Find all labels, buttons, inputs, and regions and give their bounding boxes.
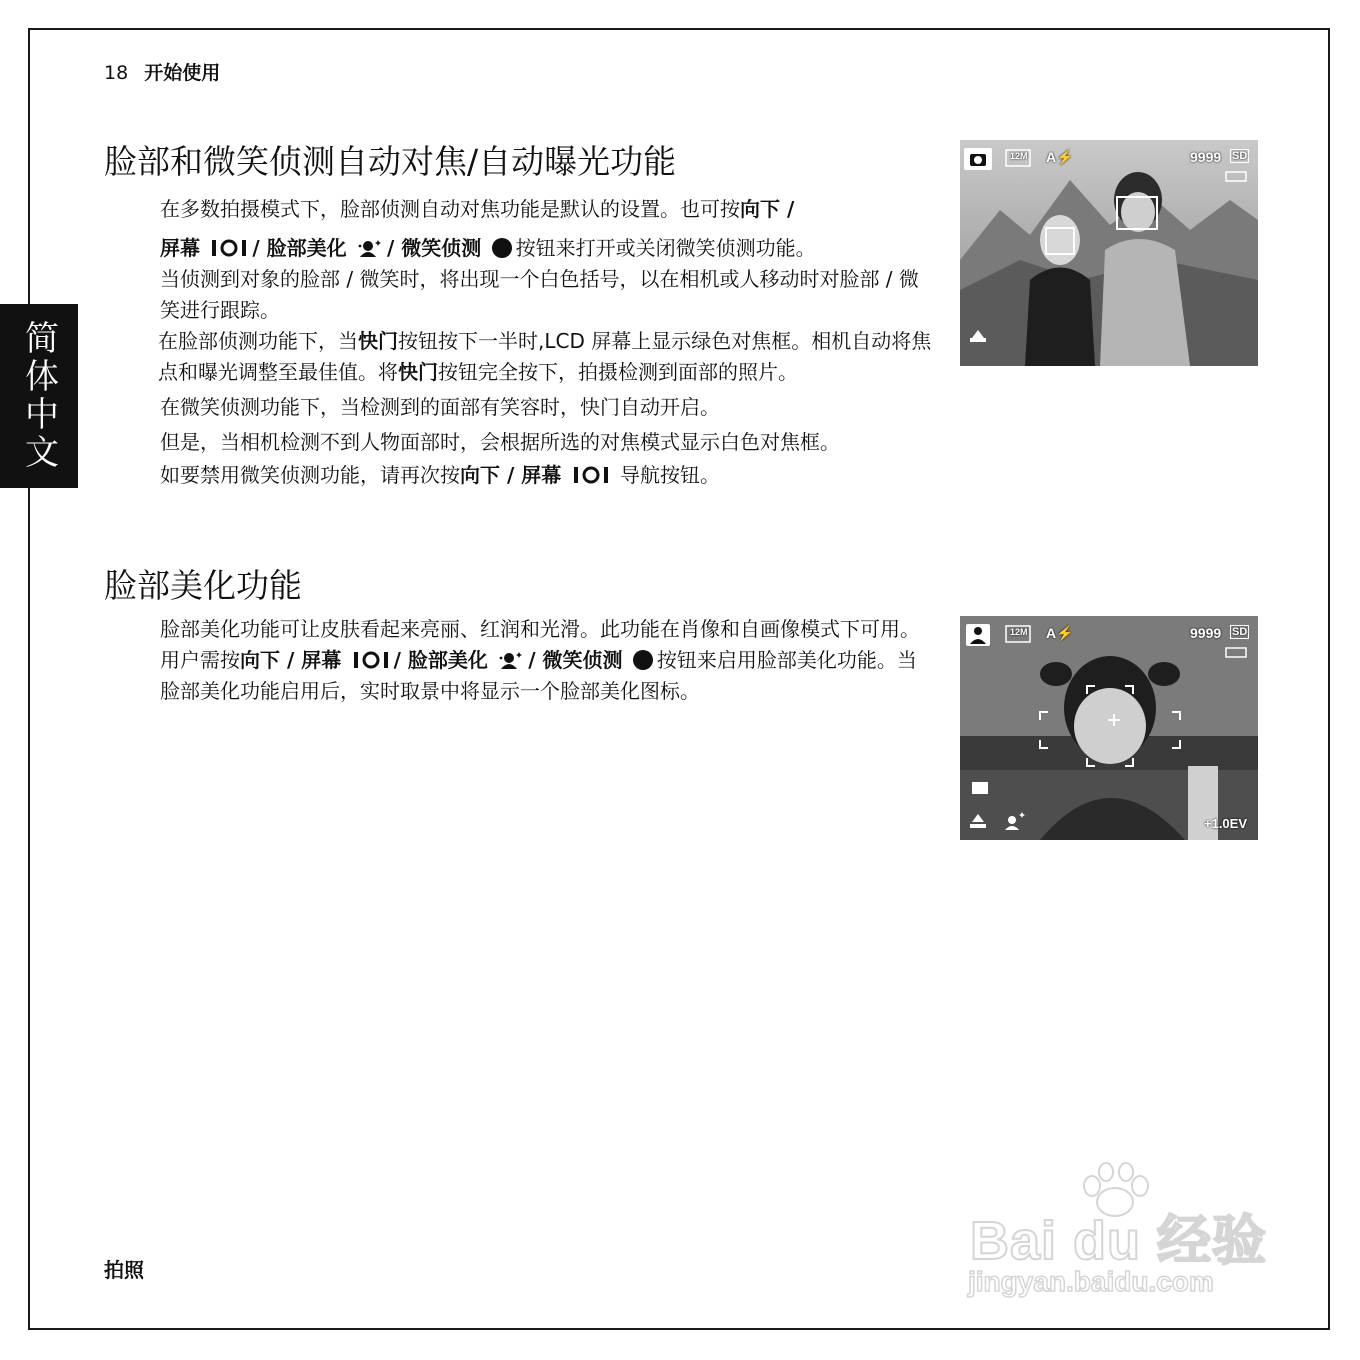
face-beautify-icon [498,650,524,670]
watermark-url: jingyan.baidu.com [968,1266,1214,1297]
smile-detect-icon [492,238,512,258]
chapter-title: 开始使用 [144,62,221,84]
menu-icon [210,238,248,258]
camera-preview-face-beautify [960,616,1258,840]
paragraph: 脸部美化功能可让皮肤看起来亮丽、红润和光滑。此功能在肖像和自画像模式下可用。用户需按向下 / 屏幕 / 脸部美化 / 微笑侦测 ‿ 按钮来启用脸部美化功能。当脸部美化功能启用后，实时取景中将显示一个脸部美化图标。 [160,614,932,707]
paragraph: 如要禁用微笑侦测功能，请再次按向下 / 屏幕 导航按钮。 [160,463,720,487]
flash-auto-indicator: A⚡ [1046,625,1074,641]
paragraph: 但是，当相机检测不到人物面部时，会根据所选的对焦模式显示白色对焦框。 [160,430,840,454]
section2-body [160,614,932,707]
paragraph: 在多数拍摄模式下，脸部侦测自动对焦功能是默认的设置。也可按向下 / [160,197,795,221]
section-title-face-beautify: 脸部美化功能 [104,566,302,605]
paragraph: 在微笑侦测功能下，当检测到的面部有笑容时，快门自动开启。 [160,395,720,419]
menu-icon [352,650,390,670]
photo-two-children [960,140,1258,366]
watermark-logo: Bai du 经验 [970,1211,1268,1271]
paragraph: 在脸部侦测功能下，当快门按钮按下一半时,LCD 屏幕上显示绿色对焦框。相机自动将焦点和曝光调整至最佳值。将快门按钮完全按下，拍摄检测到面部的照片。 [158,329,932,384]
footer-section-label: 拍照 [104,1258,144,1282]
paragraph: 当侦测到对象的脸部 / 微笑时，将出现一个白色括号，以在相机或人移动时对脸部 / 微笑进行跟踪。 [160,267,919,322]
resolution-indicator: 12M [1010,627,1028,637]
menu-icon [572,465,610,485]
language-tab-label: 简体中文 [18,320,59,472]
sd-card-indicator: SD [1232,150,1248,162]
baidu-watermark [962,1160,1282,1310]
section-title-face-detection: 脸部和微笑侦测自动对焦/自动曝光功能 [104,142,677,181]
paragraph: 屏幕 / 脸部美化 / 微笑侦测 ‿ 按钮来打开或关闭微笑侦测功能。 [160,233,932,264]
sd-card-indicator: SD [1232,626,1248,638]
shots-remaining: 9999 [1190,625,1222,641]
ev-indicator: +1.0EV [1204,816,1248,831]
flash-auto-indicator: A⚡ [1046,149,1074,165]
face-beautify-icon [357,238,383,258]
photo-child-portrait [960,616,1258,840]
language-tab [0,304,78,488]
shots-remaining: 9999 [1190,149,1222,165]
section1-body [160,194,932,491]
page-header [104,58,220,85]
resolution-indicator: 12M [1010,151,1028,161]
page-number: 18 [104,62,129,84]
smile-detect-icon [633,650,653,670]
camera-preview-face-detection [960,140,1258,366]
